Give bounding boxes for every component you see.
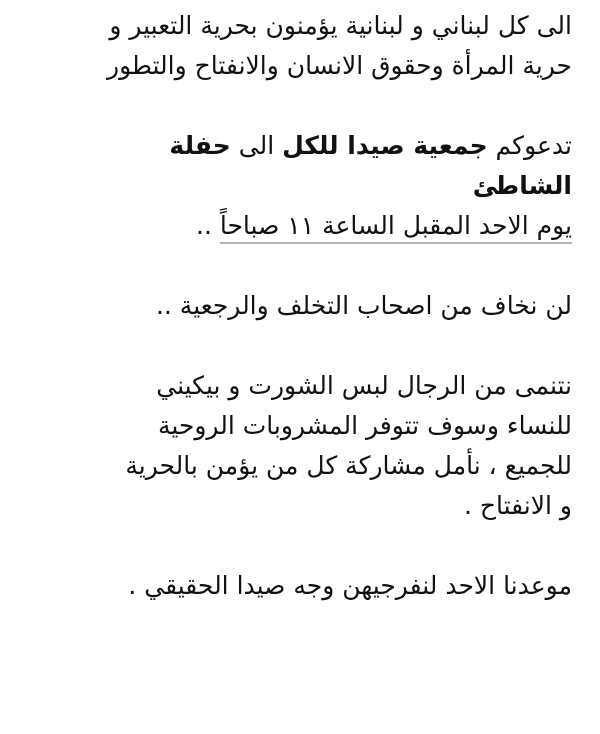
wish-line-4: و الانفتاح .	[463, 491, 572, 520]
intro-line-1: الى كل لبناني و لبنانية يؤمنون بحرية التعبير و	[109, 11, 572, 40]
wish-line-1: نتنمى من الرجال لبس الشورت و بيكيني	[156, 371, 572, 400]
paragraph-gap	[16, 526, 572, 566]
paragraph-gap	[16, 86, 572, 126]
invite-line-1	[16, 126, 572, 166]
closing-line: موعدنا الاحد لنفرجيهن وجه صيدا الحقيقي .	[128, 571, 572, 600]
wish-line-2: للنساء وسوف تتوفر المشروبات الروحية	[157, 411, 572, 440]
event-date-link[interactable]: يوم الاحد المقبل الساعة ١١ صباحاً	[219, 211, 572, 240]
invite-middle: الى	[230, 131, 283, 160]
paragraph-gap	[16, 246, 572, 286]
no-fear-line: لن نخاف من اصحاب التخلف والرجعية ..	[155, 291, 572, 320]
wish-line-3: للجميع ، نأمل مشاركة كل من يؤمن بالحرية	[125, 451, 572, 480]
invite-date-line	[16, 206, 572, 246]
event-date-suffix: ..	[196, 211, 220, 240]
paragraph-gap	[16, 326, 572, 366]
association-name: جمعية صيدا للكل	[282, 131, 488, 160]
party-name-part-2: الشاطئ	[472, 171, 572, 200]
intro-line-2: حرية المرأة وحقوق الانسان والانفتاح والتطور	[107, 51, 572, 80]
invite-prefix: تدعوكم	[487, 131, 572, 160]
party-name-part-1: حفلة	[169, 131, 231, 160]
